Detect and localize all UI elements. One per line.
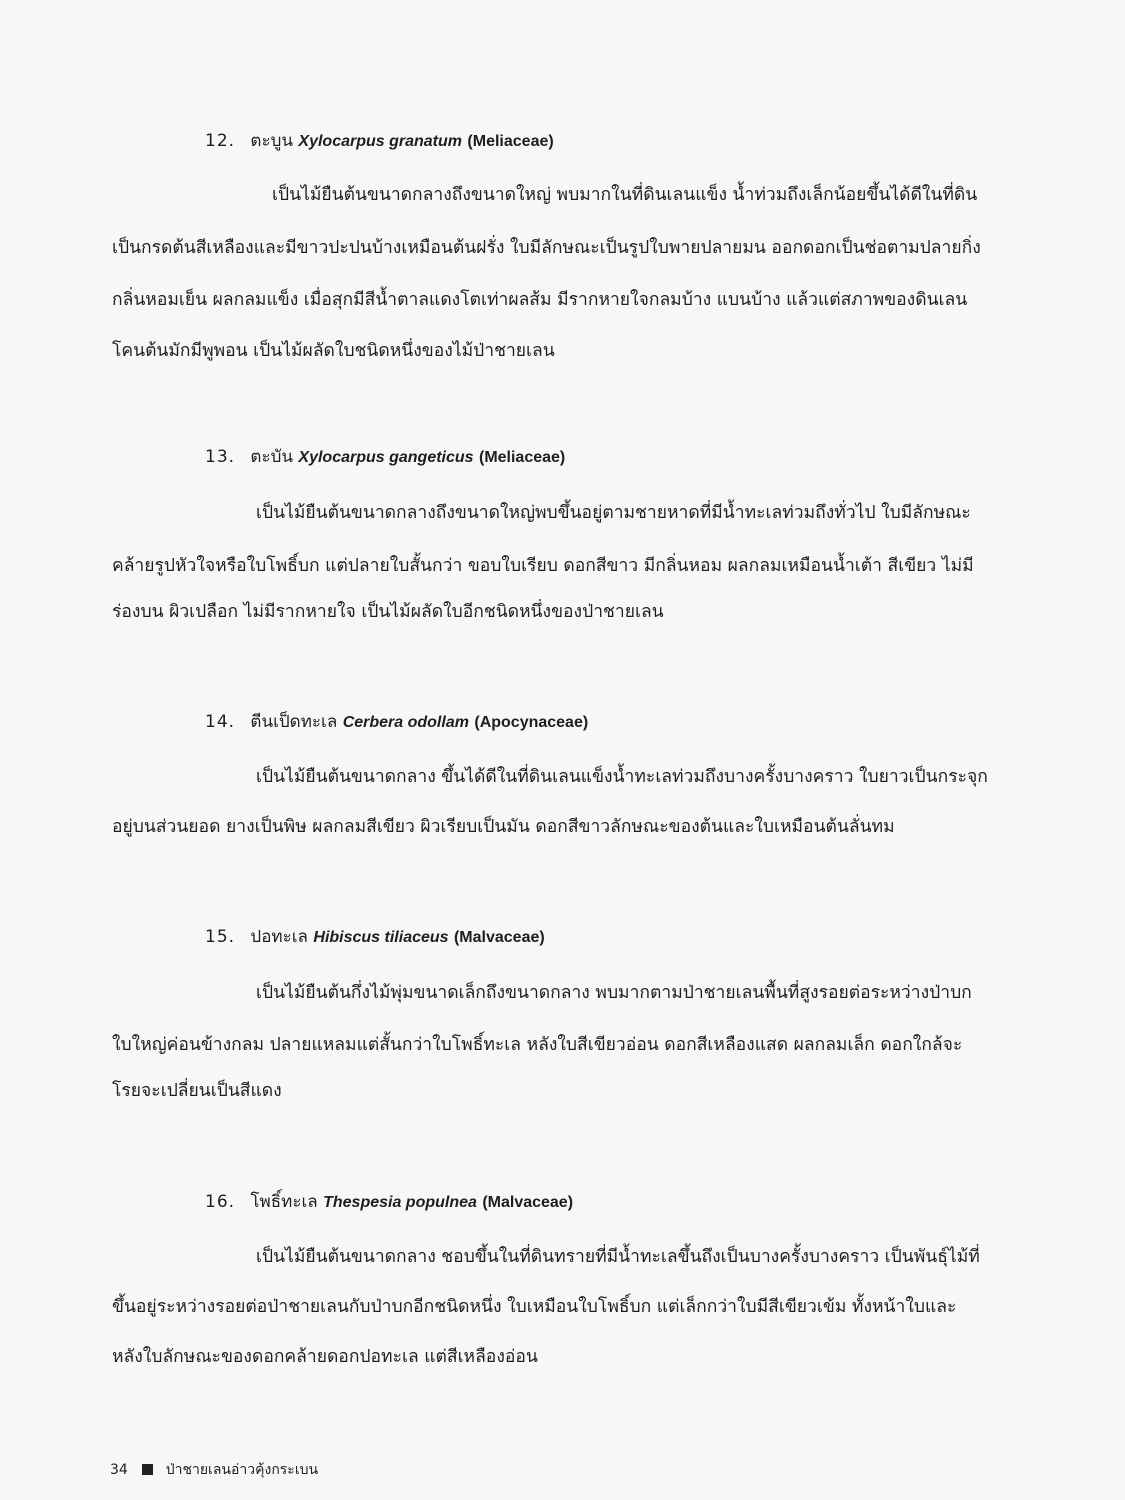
paragraph-line: ร่องบน ผิวเปลือก ไม่มีรากหายใจ เป็นไม้ผลัดใบอีกชนิดหนึ่งของป่าชายเลน (112, 602, 664, 622)
scientific-name: Cerbera odollam (342, 714, 469, 731)
paragraph-line: โคนต้นมักมีพูพอน เป็นไม้ผลัดใบชนิดหนึ่งของไม้ป่าชายเลน (112, 341, 555, 361)
paragraph-line: หลังใบลักษณะของดอกคล้ายดอกปอทะเล แต่สีเหลืองอ่อน (112, 1347, 538, 1367)
family-name: (Malvaceae) (482, 1194, 574, 1211)
entry-number: 13. (205, 447, 236, 467)
entry-heading (205, 445, 565, 470)
paragraph-line: โรยจะเปลี่ยนเป็นสีแดง (112, 1081, 282, 1101)
paragraph-line: เป็นกรดต้นสีเหลืองและมีขาวปะปนบ้างเหมือนต้นฝรั่ง ใบมีลักษณะเป็นรูปใบพายปลายมน ออกดอกเป็นช่อตามปลายกิ่ง (112, 238, 981, 258)
thai-name: ตีนเป็ดทะเล (250, 712, 338, 732)
entry-heading (205, 1190, 573, 1215)
scientific-name: Xylocarpus gangeticus (298, 449, 474, 466)
paragraph-line: เป็นไม้ยืนต้นกึ่งไม้พุ่มขนาดเล็กถึงขนาดกลาง พบมากตามป่าชายเลนพื้นที่สูงรอยต่อระหว่างป่าบก (256, 983, 972, 1003)
entry-heading (205, 925, 545, 950)
thai-name: โพธิ์ทะเล (250, 1192, 318, 1212)
entry-heading (205, 129, 554, 154)
entry-number: 14. (205, 712, 236, 732)
paragraph-line: กลิ่นหอมเย็น ผลกลมแข็ง เมื่อสุกมีสีน้ำตาลแดงโตเท่าผลส้ม มีรากหายใจกลมบ้าง แบนบ้าง แล้วแต่สภาพของดินเลน (112, 290, 968, 310)
paragraph-line: เป็นไม้ยืนต้นขนาดกลาง ชอบขึ้นในที่ดินทรายที่มีน้ำทะเลขึ้นถึงเป็นบางครั้งบางคราว เป็นพันธุ์ไม้ที่ (256, 1247, 980, 1267)
paragraph-line: ใบใหญ่ค่อนข้างกลม ปลายแหลมแต่สั้นกว่าใบโพธิ์ทะเล หลังใบสีเขียวอ่อน ดอกสีเหลืองแสด ผลกลมเล็ก ดอกใกล้จะ (112, 1035, 963, 1055)
page-number: 34 (110, 1462, 128, 1478)
paragraph-line: อยู่บนส่วนยอด ยางเป็นพิษ ผลกลมสีเขียว ผิวเรียบเป็นมัน ดอกสีขาวลักษณะของต้นและใบเหมือนต้นลั่นทม (112, 817, 895, 837)
footer-title: ป่าชายเลนอ่าวคุ้งกระเบน (165, 1462, 319, 1478)
paragraph-line: เป็นไม้ยืนต้นขนาดกลาง ขึ้นได้ดีในที่ดินเลนแข็งน้ำทะเลท่วมถึงบางครั้งบางคราว ใบยาวเป็นกระจุก (256, 767, 988, 787)
entry-number: 16. (205, 1192, 236, 1212)
scientific-name: Thespesia populnea (323, 1194, 477, 1211)
scientific-name: Hibiscus tiliaceus (313, 929, 449, 946)
square-bullet-icon (142, 1464, 153, 1475)
family-name: (Meliaceae) (467, 133, 554, 150)
entry-number: 12. (205, 131, 236, 151)
paragraph-line: เป็นไม้ยืนต้นขนาดกลางถึงขนาดใหญ่พบขึ้นอยู่ตามชายหาดที่มีน้ำทะเลท่วมถึงทั่วไป ใบมีลักษณะ (256, 503, 971, 523)
entry-number: 15. (205, 927, 236, 947)
thai-name: ปอทะเล (250, 927, 308, 947)
page-footer (110, 1460, 318, 1480)
scientific-name: Xylocarpus granatum (298, 133, 463, 150)
family-name: (Apocynaceae) (474, 714, 589, 731)
family-name: (Malvaceae) (453, 929, 545, 946)
entry-heading (205, 710, 588, 735)
paragraph-line: ขึ้นอยู่ระหว่างรอยต่อป่าชายเลนกับป่าบกอีกชนิดหนึ่ง ใบเหมือนใบโพธิ์บก แต่เล็กกว่าใบมีสีเขียวเข้ม ทั้งหน้าใบและ (112, 1297, 957, 1317)
thai-name: ตะบัน (250, 447, 293, 467)
family-name: (Meliaceae) (478, 449, 566, 466)
paragraph-line: คล้ายรูปหัวใจหรือใบโพธิ์บก แต่ปลายใบสั้นกว่า ขอบใบเรียบ ดอกสีขาว มีกลิ่นหอม ผลกลมเหมือนน้ำเต้า สีเขียว ไม่มี (112, 556, 974, 576)
thai-name: ตะบูน (250, 131, 293, 151)
paragraph-line: เป็นไม้ยืนต้นขนาดกลางถึงขนาดใหญ่ พบมากในที่ดินเลนแข็ง น้ำท่วมถึงเล็กน้อยขึ้นได้ดีในที่ดิน (272, 185, 978, 205)
